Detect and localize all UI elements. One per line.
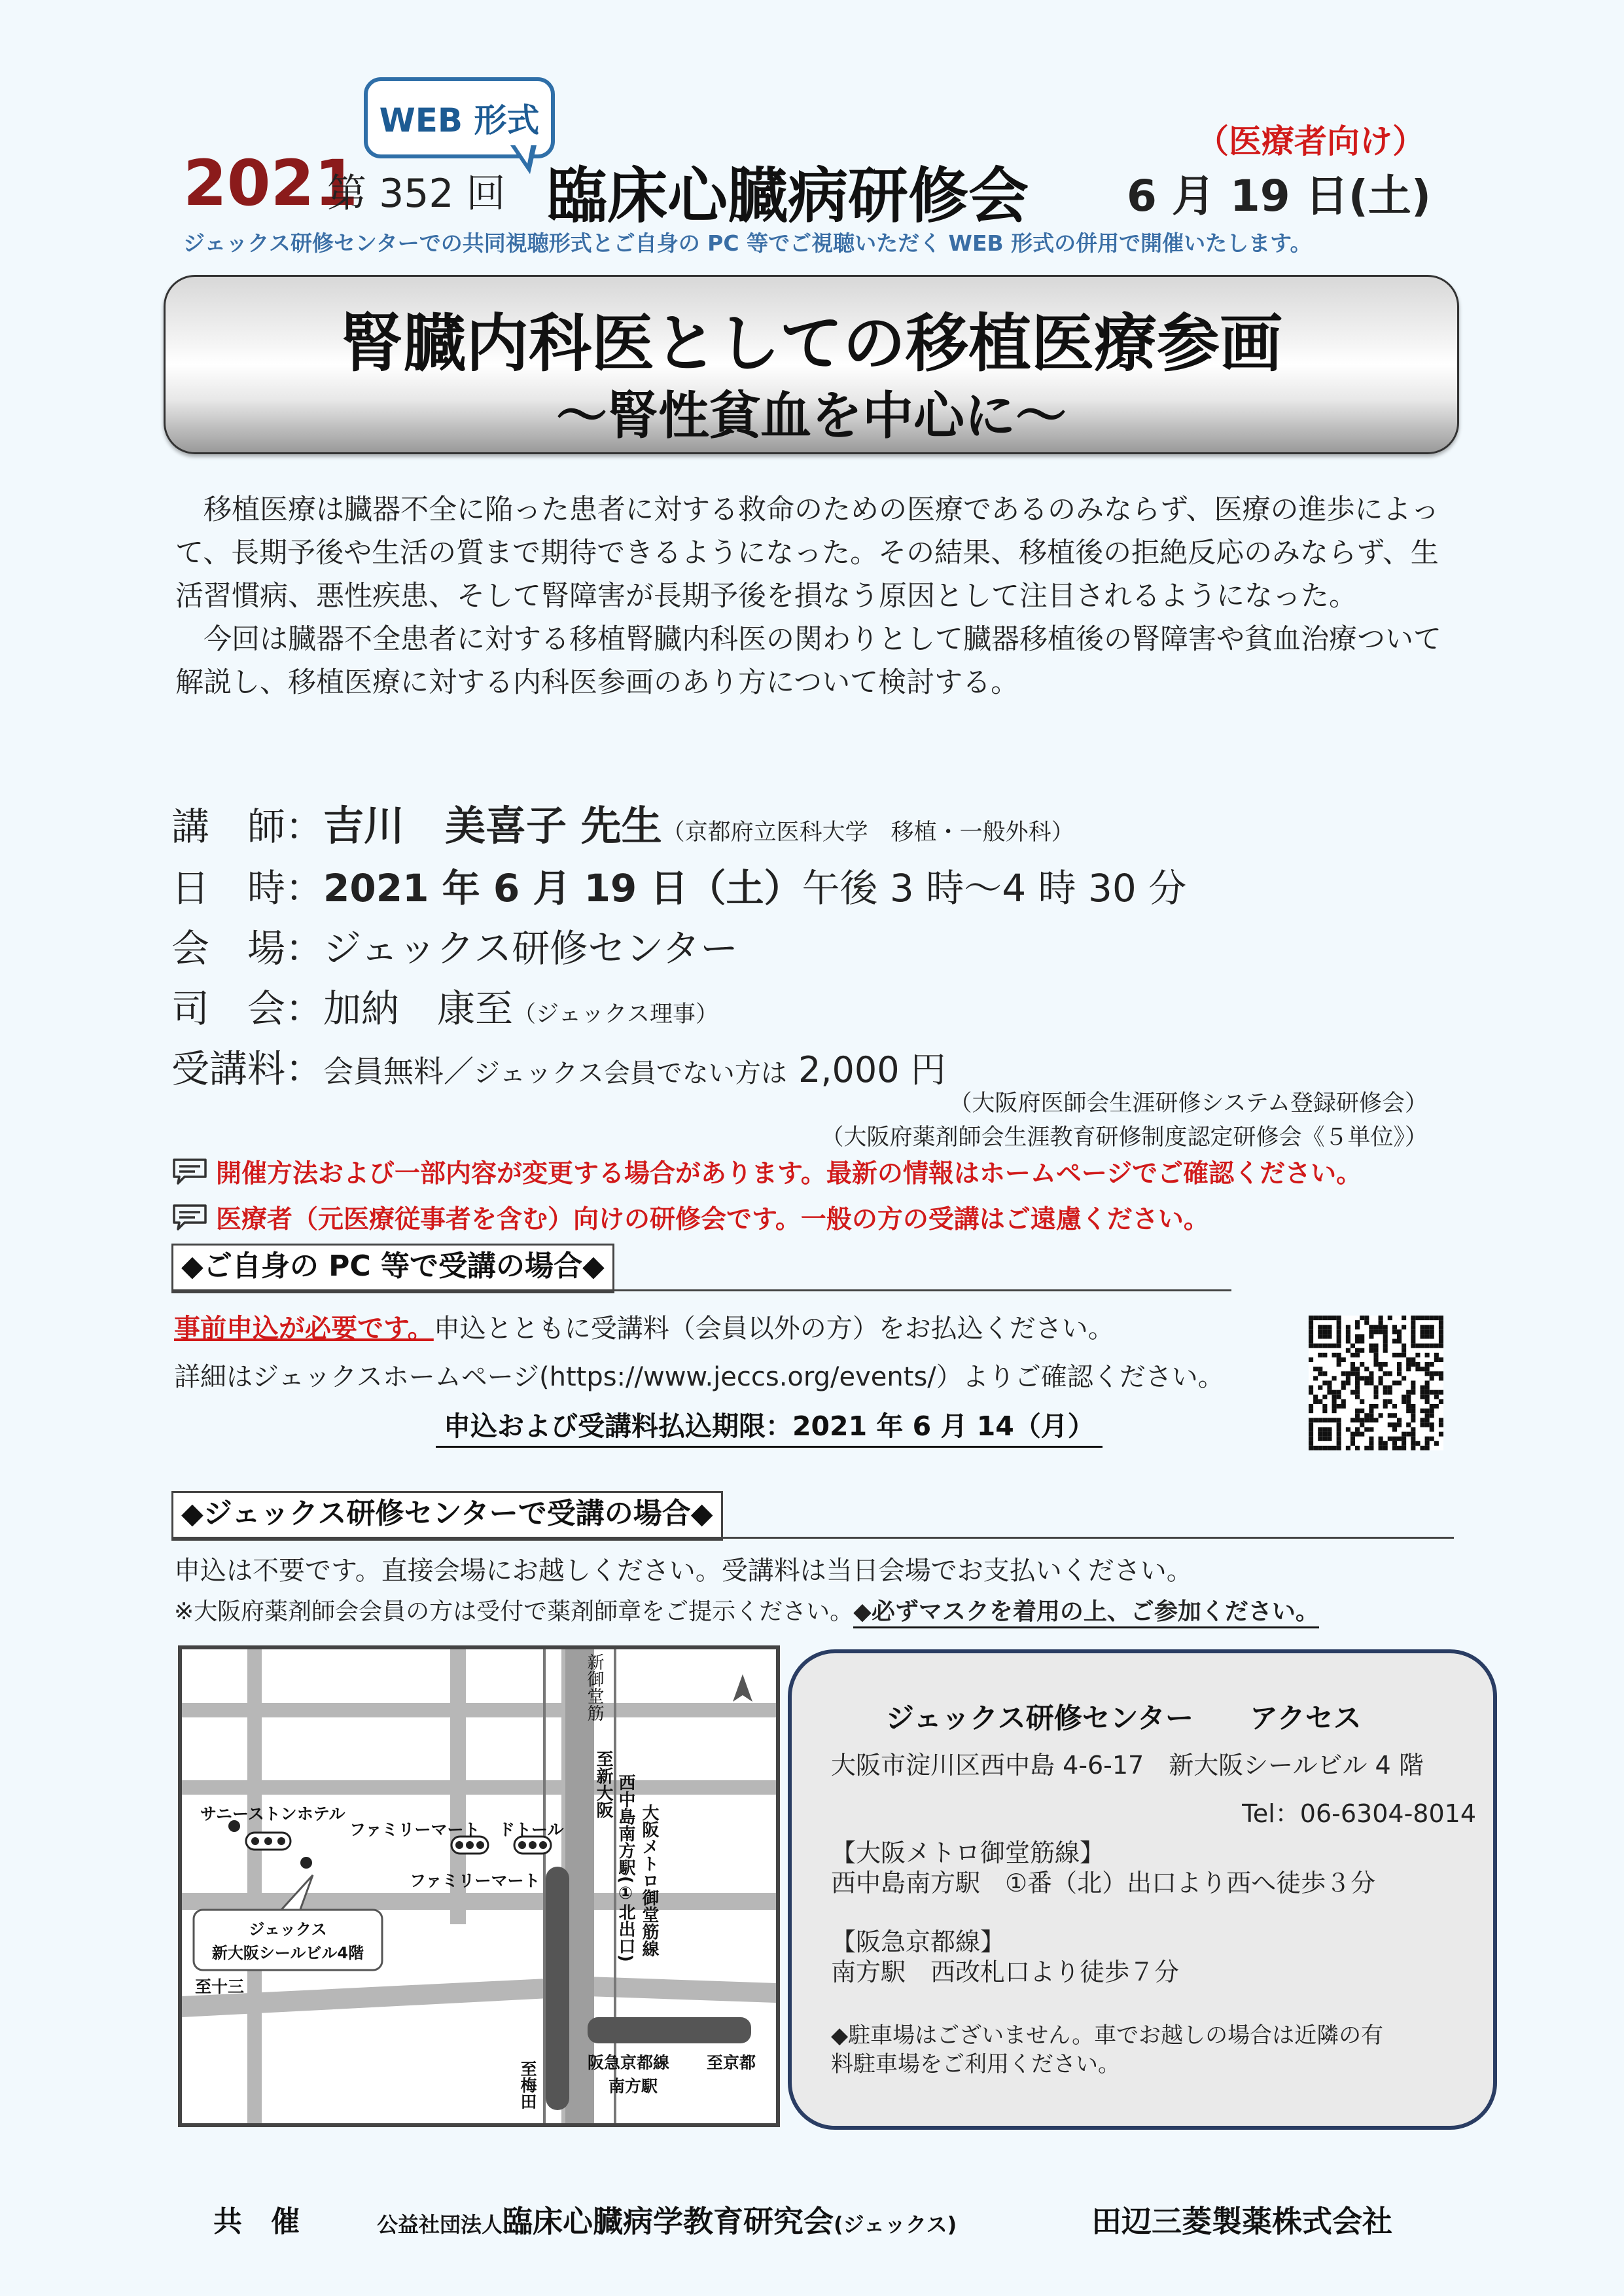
center-line-2 — [174, 1593, 1319, 1626]
intro-text — [175, 488, 1458, 704]
center-section-heading: ◆ジェックス研修センターで受講の場合◆ — [171, 1491, 723, 1541]
datetime-date: 2021 年 6 月 19 日（土） — [323, 866, 802, 910]
lecture-subtitle: 〜腎性貧血を中心に〜 — [556, 387, 1067, 446]
map-street-top: 新御堂筋 — [584, 1653, 604, 1721]
deadline: 申込および受講料払込期限：2021 年 6 月 14（月） — [436, 1405, 1103, 1448]
intro-paragraph-1: 移植医療は臓器不全に陥った患者に対する救命のための医療であるのみならず、医療の進歩によって、長期予後や生活の質まで期待できるようになった。その結果、移植後の拒絶反応のみならず、生活習慣病、悪性疾患、そして腎障害が長期予後を損なう原因として注目されるようになった。 — [175, 493, 1439, 613]
access-title: ジェックス研修センター アクセス — [886, 1702, 1362, 1735]
venue-row — [171, 918, 738, 973]
map-station-label: 西中島南方駅(①北出口) — [616, 1774, 635, 1962]
fee-nonmember-label: ジェックス会員でない方は — [474, 1058, 787, 1088]
access-parking-2: 料駐車場をご利用ください。 — [831, 2051, 1120, 2077]
map-to-umeda: 至梅田 — [518, 2060, 537, 2109]
lecture-title: 腎臓内科医としての移植医療参画 — [340, 307, 1282, 380]
event-date: 6 月 19 日(土) — [1127, 171, 1432, 221]
host-label: 司 会： — [171, 986, 324, 1031]
warning-audience-text-a: 医療者（元医療従事者を含む）向けの研修会です。 — [216, 1205, 801, 1234]
pc-line-2[interactable]: 詳細はジェックスホームページ(https://www.jeccs.org/events/）よりご確認ください。 — [174, 1362, 1224, 1392]
session-number: 第 352 回 — [327, 171, 506, 217]
lecture-title-box — [164, 275, 1459, 454]
qr-code-icon — [1309, 1316, 1443, 1450]
center-section-divider — [171, 1537, 1454, 1539]
lecturer-name: 吉川 美喜子 先生 — [323, 802, 662, 850]
access-tel[interactable]: Tel：06-6304-8014 — [1242, 1799, 1476, 1828]
organizer-name: 臨床心臓病学教育研究会 — [503, 2204, 834, 2239]
map-jeccs-building: 新大阪シールビル4階 — [211, 1944, 364, 1962]
web-format-badge: WEB 形式 — [364, 77, 555, 158]
access-hankyu-text: 南方駅 西改札口より徒歩７分 — [831, 1958, 1180, 1986]
chat-bubble-icon — [171, 1157, 208, 1186]
access-hankyu-heading: 【阪急京都線】 — [831, 1928, 1006, 1956]
organizer-prefix: 公益社団法人 — [377, 2212, 503, 2237]
credit-pharmacy: （大阪府薬剤師会生涯教育研修制度認定研修会《５単位》） — [821, 1124, 1428, 1151]
fee-row — [171, 1038, 946, 1093]
preregistration-required: 事前申込が必要です。 — [174, 1314, 434, 1344]
pharmacist-note: ※大阪府薬剤師会会員の方は受付で薬剤師章をご提示ください。 — [174, 1598, 854, 1625]
map-familymart-2: ファミリーマート — [410, 1871, 540, 1890]
format-notice: ジェックス研修センターでの共同視聴形式とご自身の PC 等でご視聴いただく WEB 形式の併用で開催いたします。 — [183, 230, 1312, 256]
footer-label: 共 催 — [213, 2205, 300, 2238]
lecturer-affiliation: （京都府立医科大学 移植・一般外科） — [662, 819, 1074, 846]
host-affiliation: （ジェックス理事） — [513, 1001, 718, 1028]
datetime-row — [171, 857, 1186, 912]
organizer-suffix: (ジェックス) — [834, 2212, 957, 2237]
map-to-kyoto: 至京都 — [707, 2053, 756, 2072]
map-hankyu-station: 南方駅 — [609, 2077, 658, 2096]
warning-audience — [171, 1199, 1209, 1236]
venue-label: 会 場： — [171, 926, 324, 971]
map-sunny-stone: サニーストンホテル — [200, 1804, 345, 1823]
map-to-juso: 至十三 — [195, 1977, 245, 1996]
host-name: 加納 康至 — [323, 986, 514, 1031]
fee-label: 受講料： — [171, 1047, 324, 1091]
access-address: 大阪市淀川区西中島 4-6-17 新大阪シールビル 4 階 — [831, 1751, 1424, 1780]
access-metro-heading: 【大阪メトロ御堂筋線】 — [831, 1839, 1105, 1867]
audience-label: （医療者向け） — [1196, 122, 1425, 160]
datetime-time: 午後 3 時〜4 時 30 分 — [802, 866, 1187, 910]
mask-notice: ◆必ずマスクを着用の上、ご参加ください。 — [853, 1598, 1319, 1628]
warning-change — [171, 1153, 1362, 1190]
chat-bubble-icon — [171, 1203, 208, 1232]
access-map — [178, 1645, 780, 2127]
footer-cosponsor: 田辺三菱製薬株式会社 — [1091, 2204, 1392, 2239]
venue-name: ジェックス研修センター — [323, 926, 738, 971]
lecturer-row — [171, 793, 1074, 852]
footer-organizer — [377, 2198, 957, 2241]
access-parking-1: ◆駐車場はございません。車でお越しの場合は近隣の有 — [831, 2022, 1384, 2049]
lecturer-label: 講 師： — [171, 804, 324, 849]
warning-change-text: 開催方法および一部内容が変更する場合があります。最新の情報はホームページでご確認ください。 — [216, 1159, 1362, 1189]
host-row — [171, 978, 718, 1033]
event-year: 2021 — [183, 147, 359, 220]
pc-section-heading: ◆ご自身の PC 等で受講の場合◆ — [171, 1244, 614, 1293]
map-hankyu-line: 阪急京都線 — [588, 2053, 670, 2072]
fee-amount: 2,000 円 — [786, 1049, 946, 1090]
pc-line-1-text: 申込とともに受講料（会員以外の方）をお払込ください。 — [433, 1314, 1114, 1344]
map-jeccs-name: ジェックス — [249, 1920, 327, 1939]
map-familymart-1: ファミリーマート — [349, 1820, 480, 1839]
access-metro-text: 西中島南方駅 ①番（北）出口より西へ徒歩３分 — [831, 1869, 1376, 1897]
datetime-label: 日 時： — [171, 866, 324, 910]
map-metro-line: 大阪メトロ御堂筋線 — [639, 1804, 659, 1957]
pc-line-1 — [174, 1308, 1114, 1345]
credit-medical: （大阪府医師会生涯研修システム登録研修会） — [949, 1090, 1428, 1117]
fee-member: 会員無料／ — [323, 1054, 474, 1089]
qr-code[interactable] — [1309, 1316, 1443, 1450]
map-doutor: ドトール — [499, 1820, 564, 1839]
event-title: 臨床心臓病研修会 — [547, 161, 1029, 231]
web-badge-tail-inner — [514, 144, 531, 164]
map-to-shinosaka: 至新大阪 — [593, 1750, 613, 1818]
intro-paragraph-2: 今回は臓器不全患者に対する移植腎臓内科医の関わりとして臓器移植後の腎障害や貧血治療ついて解説し、移植医療に対する内科医参画のあり方について検討する。 — [175, 623, 1441, 699]
center-line-1: 申込は不要です。直接会場にお越しください。受講料は当日会場でお支払いください。 — [174, 1556, 1193, 1586]
warning-audience-text-b: 一般の方の受講はご遠慮ください。 — [800, 1205, 1209, 1234]
pc-section-divider — [171, 1289, 1231, 1291]
